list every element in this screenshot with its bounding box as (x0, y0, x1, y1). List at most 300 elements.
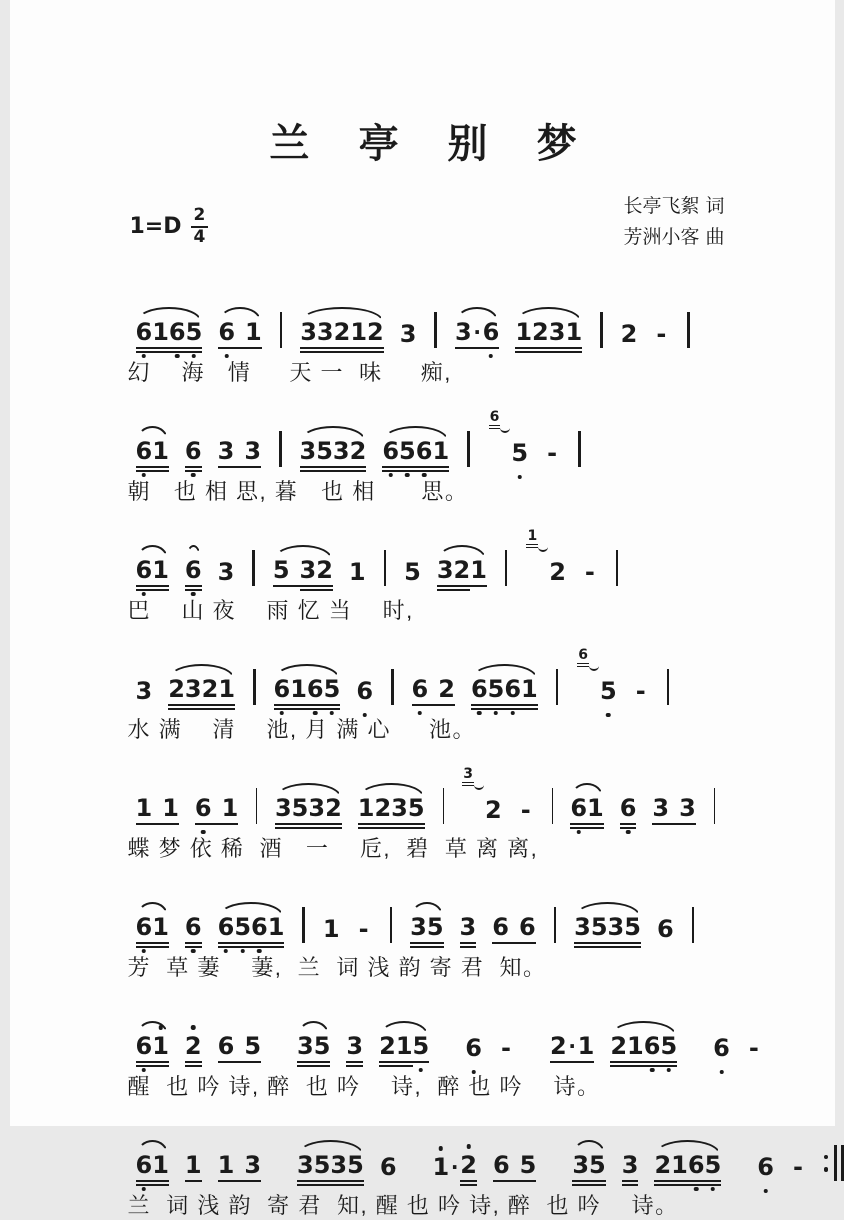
note-char: 2 (374, 794, 392, 822)
note-group (218, 560, 235, 587)
note-group (621, 322, 638, 349)
credits (623, 191, 724, 254)
note-char: 5 (511, 441, 528, 465)
low-octave-dot (224, 354, 229, 359)
note-group (136, 679, 153, 706)
note-part (185, 1034, 202, 1063)
note-char: 3 (330, 1151, 348, 1179)
note-char: 3 (454, 318, 472, 346)
note-part (380, 1155, 397, 1182)
note-char: 1 (577, 1032, 595, 1060)
notes-row (128, 991, 759, 1063)
note-group (400, 322, 417, 349)
barline (256, 788, 257, 824)
note-part (185, 558, 202, 587)
note-part (218, 1034, 261, 1063)
note-char: 1 (348, 558, 366, 586)
note-group (136, 1153, 169, 1182)
note-char: 5 (624, 913, 641, 941)
note-char: 3 (217, 437, 235, 465)
note-group (570, 796, 603, 825)
note-char: 3 (652, 794, 670, 822)
barline (578, 431, 581, 467)
note-char: 1 (245, 318, 262, 346)
note-group (379, 1034, 429, 1063)
note-part (136, 796, 179, 825)
note-part (410, 915, 443, 944)
barline (714, 788, 715, 824)
music-line (128, 515, 725, 625)
low-octave-dot (313, 711, 318, 716)
note-group (380, 1155, 397, 1182)
note-part (136, 915, 169, 944)
note-group (300, 439, 367, 468)
note-part (493, 1153, 536, 1182)
high-octave-dot (439, 1146, 444, 1151)
music-line (128, 277, 725, 387)
note-part (400, 322, 417, 349)
note-char: 6 (416, 439, 433, 463)
note-char: 6 (185, 439, 202, 463)
note-char: 1 (322, 915, 340, 943)
note-char: 6 (620, 796, 637, 820)
note-char: 5 (426, 913, 444, 941)
lyrics-line: 朝 也 相 思, 暮 也 相 思。 (127, 479, 469, 504)
note-char: 2 (620, 320, 638, 348)
low-octave-dot (494, 711, 499, 716)
note-part (185, 915, 202, 944)
note-part (610, 1034, 677, 1063)
note-char: 2 (484, 796, 502, 824)
note-char: 5 (244, 1032, 262, 1060)
barline (279, 431, 282, 467)
note-group (572, 1153, 605, 1182)
note-part (600, 679, 617, 706)
note-group (412, 677, 455, 706)
thin-barline (834, 1145, 837, 1181)
note-group (218, 320, 261, 349)
note-group (168, 677, 235, 706)
note-char: 1 (184, 1151, 202, 1179)
note-group (633, 679, 649, 706)
note-part (356, 679, 373, 706)
low-octave-dot (477, 711, 482, 716)
note-char: 6 (136, 915, 153, 939)
note-char: 3 (299, 437, 317, 465)
barline (505, 550, 508, 586)
note-part (300, 320, 384, 349)
barline (384, 550, 387, 586)
note-char: 6 (465, 1036, 482, 1060)
note-part (657, 917, 674, 944)
note-char: 6 (492, 1151, 510, 1179)
note-char: 5 (399, 439, 416, 463)
meta-row (128, 195, 725, 265)
note-group (757, 1155, 774, 1182)
note-part (746, 1036, 762, 1063)
grace-note: 1 (526, 529, 538, 548)
low-octave-dot (191, 592, 196, 597)
low-octave-dot (142, 473, 147, 478)
note-group (433, 1153, 477, 1182)
note-char: 5 (324, 677, 341, 701)
note-char: 1 (267, 913, 285, 941)
note-char: 6 (656, 915, 674, 943)
note-group (218, 915, 285, 944)
note-group (550, 1034, 594, 1063)
note-char: 1 (515, 318, 533, 346)
note-char: 6 (195, 796, 212, 820)
note-part (185, 1153, 202, 1182)
note-part (136, 679, 153, 706)
low-octave-dot (257, 949, 262, 954)
note-part (572, 1153, 605, 1182)
high-octave-dot (466, 1144, 471, 1149)
note-char: 2 (333, 318, 351, 346)
note-char: · (450, 1155, 459, 1179)
note-part (412, 677, 455, 706)
note-group (185, 915, 202, 944)
note-part (570, 796, 603, 825)
note-part (273, 558, 300, 587)
note-char: 1 (470, 556, 487, 584)
note-char: 3 (135, 677, 153, 705)
note-group (746, 1036, 762, 1063)
low-octave-dot (719, 1070, 724, 1075)
note-part (382, 439, 449, 468)
note-part (356, 917, 372, 944)
barline (600, 312, 603, 348)
low-octave-dot (418, 711, 423, 716)
note-char: 6 (136, 320, 153, 344)
low-octave-dot (201, 830, 206, 835)
note-group (657, 917, 674, 944)
high-octave-dot (158, 1025, 163, 1030)
lyrics-line: 水 满 清 池, 月 满 心 池。 (127, 717, 477, 742)
low-octave-dot (330, 711, 335, 716)
note-group (273, 558, 333, 587)
note-part (349, 560, 366, 587)
note-char: 6 (185, 558, 202, 582)
note-char: 3 (332, 437, 350, 465)
note-group (600, 679, 617, 706)
note-group (356, 917, 372, 944)
note-char: 5 (347, 1151, 364, 1179)
note-part (136, 320, 203, 349)
note-char: 1 (152, 556, 169, 584)
low-octave-dot (517, 475, 522, 480)
note-group (622, 1153, 639, 1182)
note-group (185, 439, 202, 468)
note-group (195, 796, 238, 825)
note-part (757, 1155, 774, 1182)
note-group (498, 1036, 514, 1063)
note-part (653, 322, 669, 349)
note-group (455, 320, 499, 349)
low-octave-dot (667, 1068, 672, 1073)
low-octave-dot (510, 711, 515, 716)
grace-note: 6 (489, 410, 501, 429)
note-char: 6 (136, 1034, 153, 1058)
grace-note: 6 (577, 648, 589, 667)
note-char: 3 (346, 1032, 364, 1060)
note-part (358, 796, 425, 825)
note-char: 1 (565, 318, 583, 346)
note-group (493, 1153, 536, 1182)
note-group (136, 796, 179, 825)
barline (467, 431, 470, 467)
note-group (653, 322, 669, 349)
note-char: · (568, 1034, 576, 1058)
note-group (349, 560, 366, 587)
note-part (323, 917, 340, 944)
low-octave-dot (175, 354, 180, 359)
barline (556, 669, 559, 705)
note-char: 5 (272, 556, 290, 584)
note-part (195, 796, 238, 825)
note-char: 1 (162, 794, 179, 822)
note-part (574, 915, 641, 944)
note-part (621, 322, 638, 349)
note-char: 2 (610, 1032, 628, 1060)
note-char: 3 (607, 913, 625, 941)
note-part (346, 1034, 363, 1063)
note-group (185, 1153, 202, 1182)
repeat-dots (824, 1155, 829, 1172)
note-part (218, 439, 261, 468)
note-char: 2 (438, 675, 455, 703)
low-octave-dot (192, 354, 197, 359)
note-char: 1 (217, 1151, 235, 1179)
low-octave-dot (191, 473, 196, 478)
note-group (356, 679, 373, 706)
note-char: 6 (644, 1034, 661, 1058)
note-group (654, 1153, 721, 1182)
note-group (218, 439, 261, 468)
note-part (168, 677, 235, 706)
notes-row (128, 277, 725, 349)
note-part (511, 441, 528, 468)
note-char: 1 (587, 794, 604, 822)
low-octave-dot (471, 1070, 476, 1075)
lyrics-line: 幻 海 情 天 一 味 痴, (127, 360, 452, 385)
note-char: 6 (136, 439, 153, 463)
note-group (297, 1034, 330, 1063)
note-char: 3 (436, 556, 454, 584)
time-signature (191, 207, 209, 247)
note-char: 6 (251, 915, 268, 939)
note-char: 5 (186, 320, 203, 344)
notes-row (128, 634, 725, 706)
low-octave-dot (142, 1187, 147, 1192)
note-char: - (500, 1034, 511, 1062)
note-char: 5 (488, 677, 505, 701)
note-char: 2 (349, 437, 367, 465)
note-group (465, 1036, 482, 1063)
low-octave-dot (405, 473, 410, 478)
note-part (549, 560, 566, 587)
note-group (620, 796, 637, 825)
note-group (275, 796, 342, 825)
note-part (136, 439, 169, 468)
note-char: 3 (297, 1032, 314, 1060)
lyrics-line: 蝶 梦 依 稀 酒 一 卮, 碧 草 离 离, (127, 836, 539, 861)
note-char: 1 (433, 1155, 450, 1179)
barline (667, 669, 670, 705)
note-char: 3 (548, 318, 566, 346)
note-group (574, 915, 641, 944)
note-char: 6 (274, 677, 291, 701)
note-char: 5 (519, 1151, 537, 1179)
note-part (300, 439, 367, 468)
barline (253, 669, 256, 705)
note-char: 5 (600, 679, 617, 703)
note-part (275, 796, 342, 825)
note-group (218, 1153, 261, 1182)
note-part (136, 1153, 169, 1182)
note-char: 5 (589, 1151, 606, 1179)
note-char: 1 (357, 794, 375, 822)
note-part (136, 1034, 169, 1063)
note-part (218, 560, 235, 587)
note-char: 6 (412, 677, 429, 701)
note-char: 5 (413, 1034, 430, 1058)
note-char: 3 (184, 675, 202, 703)
note-char: 3 (621, 1151, 639, 1179)
note-part (515, 320, 582, 349)
note-group (485, 798, 502, 825)
note-char: 1 (221, 794, 239, 822)
note-part (654, 1153, 721, 1182)
barline (391, 669, 394, 705)
note-group (471, 677, 538, 706)
note-part (433, 1155, 461, 1182)
lyrics-line: 芳 草 萋 萋, 兰 词 浅 韵 寄 君 知。 (127, 955, 547, 980)
note-group (136, 1034, 169, 1063)
note-part (470, 558, 487, 587)
note-char: 6 (382, 439, 399, 463)
note-group (582, 560, 598, 587)
note-char: 3 (316, 318, 334, 346)
barline (692, 907, 695, 943)
note-part (274, 677, 341, 706)
note-char: 6 (169, 320, 186, 344)
note-char: 1 (152, 1034, 169, 1058)
note-char: · (473, 320, 481, 344)
note-char: 1 (290, 675, 307, 703)
note-char: 3 (244, 1151, 262, 1179)
note-char: 3 (572, 1151, 590, 1179)
note-char: - (547, 439, 558, 467)
lyrics-line: 巴 山 夜 雨 忆 当 时, (127, 598, 414, 623)
lyrics-line: 兰 词 浅 韵 寄 君 知, 醒 也 吟 诗, 醉 也 吟 诗。 (127, 1193, 679, 1218)
note-group (346, 1034, 363, 1063)
note-part (790, 1155, 806, 1182)
note-part (297, 1153, 364, 1182)
score (127, 277, 803, 1220)
note-group (382, 439, 449, 468)
note-part (300, 558, 333, 587)
note-group (300, 320, 384, 349)
note-group (713, 1036, 730, 1063)
note-char: - (748, 1034, 759, 1062)
note-char: 1 (135, 794, 153, 822)
note-char: 3 (410, 913, 427, 941)
note-char: 2 (379, 1032, 396, 1060)
music-line (127, 1110, 803, 1220)
low-octave-dot (576, 830, 581, 835)
note-char: - (584, 558, 595, 586)
music-line (128, 753, 725, 863)
note-char: - (792, 1153, 803, 1181)
key-label: 1=D (129, 214, 182, 240)
note-group (218, 1034, 261, 1063)
note-group (460, 915, 477, 944)
note-group (404, 560, 421, 587)
note-part (379, 1034, 412, 1063)
note-char: 1 (350, 318, 368, 346)
low-octave-dot (650, 1068, 655, 1073)
note-part (460, 1153, 477, 1182)
note-char: 3 (217, 558, 235, 586)
note-part (185, 439, 202, 468)
note-part (518, 798, 534, 825)
note-char: 2 (185, 1034, 202, 1058)
note-char: 2 (549, 1032, 567, 1060)
low-octave-dot (489, 354, 494, 359)
barline (390, 907, 393, 943)
high-octave-dot (191, 1025, 196, 1030)
low-octave-dot (419, 1068, 424, 1073)
barline (434, 312, 437, 348)
note-char: 1 (395, 1032, 413, 1060)
low-octave-dot (694, 1187, 699, 1192)
low-octave-dot (224, 949, 229, 954)
low-octave-dot (711, 1187, 716, 1192)
note-char: 2 (549, 558, 566, 586)
note-char: 5 (316, 437, 333, 465)
note-char: 2 (460, 1153, 477, 1177)
note-group (136, 558, 169, 587)
note-char: 1 (218, 675, 236, 703)
note-char: 3 (679, 794, 696, 822)
page-title: 兰 亭 别 梦 (269, 122, 583, 166)
end-repeat-barline (824, 1145, 844, 1181)
note-char: 1 (152, 318, 169, 346)
note-char: 6 (757, 1155, 774, 1179)
low-octave-dot (142, 1068, 147, 1073)
note-group (185, 1034, 202, 1063)
low-octave-dot (191, 949, 196, 954)
note-char: 6 (570, 796, 587, 820)
note-char: - (635, 677, 646, 705)
barline (280, 312, 283, 348)
low-octave-dot (606, 713, 611, 718)
note-char: 5 (407, 794, 425, 822)
note-char: 6 (218, 320, 235, 344)
note-part (413, 1034, 430, 1063)
note-char: 2 (367, 318, 384, 346)
note-group (549, 560, 566, 587)
note-part (544, 441, 560, 468)
lyrics-line: 醒 也 吟 诗, 醉 也 吟 诗, 醉 也 吟 诗。 (127, 1074, 601, 1099)
note-char: 6 (518, 913, 536, 941)
note-part (218, 1153, 261, 1182)
note-char: 3 (300, 318, 317, 346)
note-part (620, 796, 637, 825)
note-char: 2 (654, 1151, 672, 1179)
note-char: 3 (459, 913, 477, 941)
